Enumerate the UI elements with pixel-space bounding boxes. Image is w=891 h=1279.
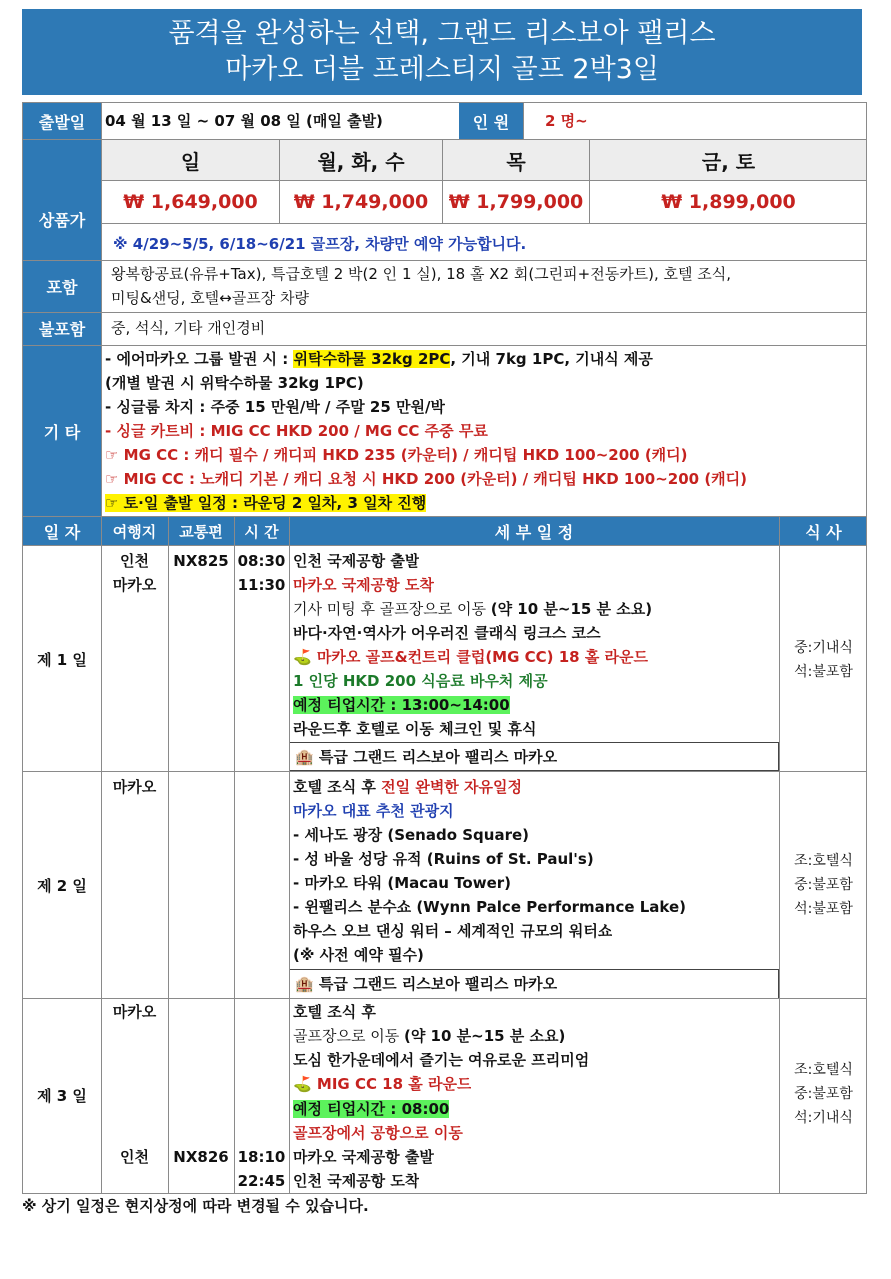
price-value-thu: ₩ 1,799,000 — [448, 191, 584, 213]
day2-s3: - 세나도 광장 (Senado Square) — [293, 826, 530, 844]
day3-teetime: 예정 티업시간 : 08:00 — [293, 1100, 450, 1118]
day1-time2: 11:30 — [237, 576, 286, 594]
etc-line7-highlight: ☞ 토·일 출발 일정 : 라운딩 2 일차, 3 일차 진행 — [105, 494, 427, 512]
footnote: ※ 상기 일정은 현지상정에 따라 변경될 수 있습니다. — [22, 1197, 369, 1215]
day2-meal2: 중:불포함 — [794, 877, 853, 893]
day2-s2: 마카오 대표 추천 관광지 — [293, 802, 454, 820]
day2-label: 제 2 일 — [37, 877, 87, 895]
day1-s2: 마카오 국제공항 도착 — [293, 576, 434, 594]
price-label: 상품가 — [23, 139, 101, 299]
include-label: 포함 — [23, 260, 101, 312]
col-detail: 세 부 일 정 — [289, 517, 779, 545]
day2-meal1: 조:호텔식 — [794, 853, 853, 869]
day1-s6: 1 인당 HKD 200 식음료 바우처 제공 — [293, 672, 548, 690]
day1-meal2: 석:불포함 — [794, 664, 853, 680]
day2-s6: - 윈팰리스 분수쇼 (Wynn Palce Performance Lake) — [293, 898, 687, 916]
people-value: 2 명~ — [545, 112, 588, 130]
day3-s5 — [293, 1097, 449, 1121]
price-value-sun: ₩ 1,649,000 — [123, 191, 258, 213]
departure-label: 출발일 — [23, 103, 101, 139]
price-day-fri-sat: 금, 토 — [590, 140, 867, 180]
price-day-mon-wed: 월, 화, 수 — [280, 140, 442, 180]
day1-meal1: 중:기내식 — [794, 640, 853, 656]
day1-hotel: 🏨 특급 그랜드 리스보아 팰리스 마카오 — [295, 748, 558, 766]
day1-flight: NX825 — [173, 552, 229, 570]
etc-line1-a: - 에어마카오 그룹 발권 시 : — [105, 350, 294, 368]
day3-s4: ⛳ MIG CC 18 홀 라운드 — [293, 1075, 472, 1093]
price-day-sun: 일 — [102, 140, 279, 180]
day3-time2: 22:45 — [237, 1172, 286, 1190]
day2-s4: - 성 바울 성당 유적 (Ruins of St. Paul's) — [293, 850, 594, 868]
title-banner — [22, 9, 862, 95]
price-value-mon-wed: ₩ 1,749,000 — [293, 191, 429, 213]
day2-meal3: 석:불포함 — [794, 901, 853, 917]
price-day-thu: 목 — [443, 140, 589, 180]
day2-s8: (※ 사전 예약 필수) — [293, 946, 424, 964]
day3-s2 — [293, 1024, 565, 1048]
day3-meal1: 조:호텔식 — [794, 1062, 853, 1078]
col-transport: 교통편 — [168, 517, 234, 545]
day1-s3 — [293, 597, 652, 621]
day1-s1: 인천 국제공항 출발 — [293, 552, 420, 570]
day3-s2b: (약 10 분~15 분 소요) — [403, 1027, 566, 1045]
day2-s1 — [293, 775, 522, 799]
etc-line1 — [105, 347, 653, 371]
col-place: 여행지 — [101, 517, 168, 545]
day2-s1a: 호텔 조식 후 — [293, 778, 382, 796]
day1-teetime: 예정 티업시간 : 13:00~14:00 — [293, 696, 510, 714]
day3-place1: 마카오 — [112, 1003, 157, 1021]
info-table — [22, 102, 867, 517]
day3-flight: NX826 — [173, 1148, 229, 1166]
etc-line2: (개별 발권 시 위탁수하물 32kg 1PC) — [105, 374, 364, 392]
day2-place: 마카오 — [112, 778, 157, 796]
day1-s8: 라운드후 호텔로 이동 체크인 및 휴식 — [293, 720, 537, 738]
day1-s7 — [293, 693, 510, 717]
price-note: ※ 4/29~5/5, 6/18~6/21 골프장, 차량만 예약 가능합니다. — [113, 235, 527, 253]
day1-time1: 08:30 — [237, 552, 286, 570]
day1-place2: 마카오 — [112, 576, 157, 594]
day3-s2a: 골프장으로 이동 — [293, 1027, 404, 1045]
day3-meal2: 중:불포함 — [794, 1086, 853, 1102]
day2-hotel: 🏨 특급 그랜드 리스보아 팰리스 마카오 — [295, 975, 558, 993]
etc-line1-highlight: 위탁수하물 32kg 2PC — [293, 350, 451, 368]
etc-line6: ☞ MIG CC : 노캐디 기본 / 캐디 요청 시 HKD 200 (카운터) / 캐디팁 HKD 100~200 (캐디) — [105, 470, 748, 488]
day1-s4: 바다·자연·역사가 어우러진 클래식 링크스 코스 — [293, 624, 601, 642]
etc-line5: ☞ MG CC : 캐디 필수 / 캐디피 HKD 235 (카운터) / 캐디팁 HKD 100~200 (캐디) — [105, 446, 688, 464]
exclude-label: 불포함 — [23, 312, 101, 345]
day1-label: 제 1 일 — [37, 651, 87, 669]
etc-line1-c: , 기내 7kg 1PC, 기내식 제공 — [450, 350, 653, 368]
include-line2: 미팅&샌딩, 호텔↔골프장 차량 — [111, 289, 309, 307]
people-label: 인 원 — [459, 103, 523, 139]
col-time: 시 간 — [234, 517, 289, 545]
day2-s1b: 전일 완벽한 자유일정 — [381, 778, 522, 796]
day3-s3: 도심 한가운데에서 즐기는 여유로운 프리미엄 — [293, 1051, 590, 1069]
departure-value: 04 월 13 일 ~ 07 월 08 일 (매일 출발) — [105, 112, 383, 130]
day1-s5: ⛳ 마카오 골프&컨트리 클럽(MG CC) 18 홀 라운드 — [293, 648, 649, 666]
etc-line3: - 싱글룸 차지 : 주중 15 만원/박 / 주말 25 만원/박 — [105, 398, 445, 416]
etc-line4: - 싱글 카트비 : MIG CC HKD 200 / MG CC 주중 무료 — [105, 422, 488, 440]
col-day: 일 자 — [23, 517, 101, 545]
include-line1: 왕복항공료(유류+Tax), 특급호텔 2 박(2 인 1 실), 18 홀 X2 회(그린피+전동카트), 호텔 조식, — [111, 265, 732, 283]
day1-place1: 인천 — [120, 552, 149, 570]
banner-title-line1: 품격을 완성하는 선택, 그랜드 리스보아 팰리스 — [168, 18, 716, 49]
day3-label: 제 3 일 — [37, 1087, 87, 1105]
etc-line7 — [105, 491, 426, 515]
banner-title-line2: 마카오 더블 프레스티지 골프 2박3일 — [225, 54, 659, 85]
day3-place2: 인천 — [120, 1148, 149, 1166]
day3-s7: 마카오 국제공항 출발 — [293, 1148, 434, 1166]
day1-s3a: 기사 미팅 후 골프장으로 이동 — [293, 600, 491, 618]
day2-s5: - 마카오 타워 (Macau Tower) — [293, 874, 511, 892]
exclude-value: 중, 석식, 기타 개인경비 — [111, 319, 266, 337]
day3-s6: 골프장에서 공항으로 이동 — [293, 1124, 463, 1142]
price-value-fri-sat: ₩ 1,899,000 — [661, 191, 796, 213]
day3-meal3: 석:기내식 — [794, 1110, 853, 1126]
etc-label: 기 타 — [23, 345, 101, 517]
day2-s7: 하우스 오브 댄싱 워터 – 세계적인 규모의 워터쇼 — [293, 922, 613, 940]
day3-s1: 호텔 조식 후 — [293, 1003, 376, 1021]
day3-s8: 인천 국제공항 도착 — [293, 1172, 420, 1190]
itinerary-table — [22, 516, 867, 1194]
col-meal: 식 사 — [779, 517, 867, 545]
day3-time1: 18:10 — [237, 1148, 286, 1166]
day1-s3b: (약 10 분~15 분 소요) — [490, 600, 653, 618]
